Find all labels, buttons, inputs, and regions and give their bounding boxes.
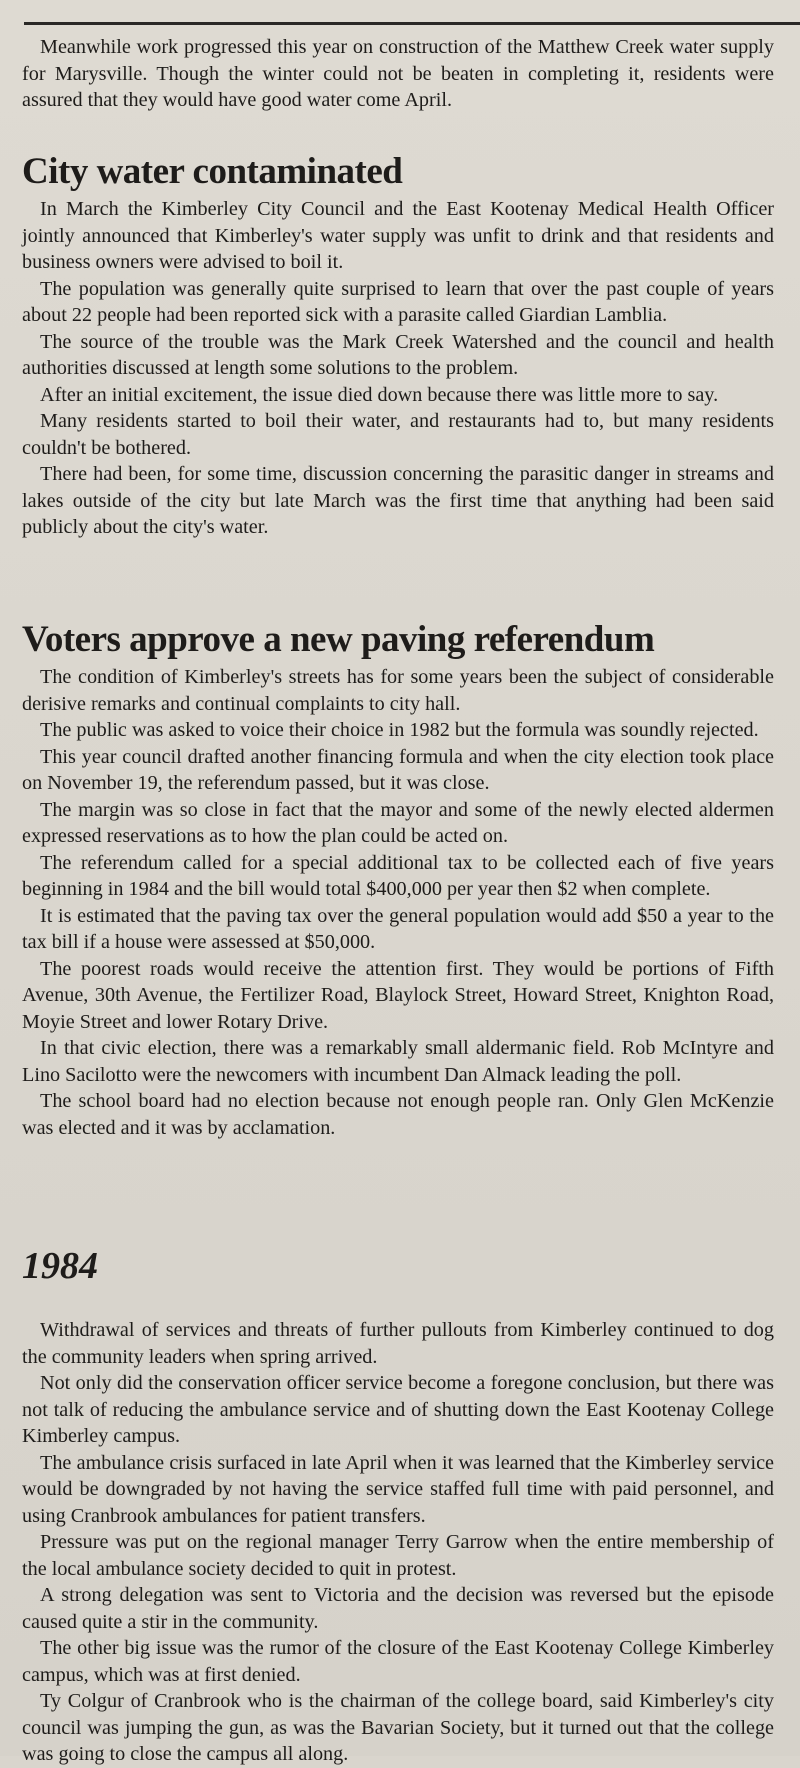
paragraph: The poorest roads would receive the attention first. They would be portions of Fifth Avenue, 30th Avenue, the Fertilizer Road, Blaylock Street, Howard Street, Knighton Road, Moyie Street and lower Rotary Drive. — [22, 957, 774, 1033]
paragraph: The condition of Kimberley's streets has for some years been the subject of considerable derisive remarks and continual complaints to city hall. — [22, 666, 774, 715]
intro-paragraph: Meanwhile work progressed this year on construction of the Matthew Creek water supply for Marysville. Though the winter could not be beaten in completing it, residents were assured that they would have good water come April. — [22, 36, 774, 111]
paragraph: Not only did the conservation officer service become a foregone conclusion, but there was not talk of reducing the ambulance service and of shutting down the East Kootenay College Kimberley campus. — [22, 1372, 774, 1447]
paragraph: The ambulance crisis surfaced in late April when it was learned that the Kimberley service would be downgraded by not having the service staffed full time with paid personnel, and using Cranbrook ambulances for patient transfers. — [22, 1451, 774, 1527]
paragraph: The public was asked to voice their choice in 1982 but the formula was soundly rejected. — [40, 719, 759, 741]
paragraph: The referendum called for a special additional tax to be collected each of five years beginning in 1984 and the bill would total $400,000 per year then $2 when complete. — [22, 851, 774, 900]
paragraph: It is estimated that the paving tax over the general population would add $50 a year to the tax bill if a house were assessed at $50,000. — [22, 904, 774, 953]
heading-water: City water contaminated — [22, 151, 403, 192]
top-rule — [24, 22, 800, 25]
section-water — [22, 152, 774, 541]
paragraph: The school board had no election because not enough people ran. Only Glen McKenzie was elected and it was by acclamation. — [22, 1090, 774, 1139]
paragraph: After an initial excitement, the issue died down because there was little more to say. — [40, 383, 719, 406]
section-paving — [22, 620, 774, 1141]
paragraph: This year council drafted another financing formula and when the city election took place on November 19, the referendum passed, but it was close. — [22, 745, 774, 794]
paragraph: Many residents started to boil their water, and restaurants had to, but many residents couldn't be bothered. — [22, 410, 774, 459]
paragraph: Withdrawal of services and threats of further pullouts from Kimberley continued to dog the community leaders when spring arrived. — [22, 1319, 774, 1368]
paragraph: There had been, for some time, discussion concerning the parasitic danger in streams and lakes outside of the city but late March was the first time that anything had been said publicly about the city's water. — [22, 463, 774, 538]
paragraph: In March the Kimberley City Council and the East Kootenay Medical Health Officer jointly announced that Kimberley's water supply was unfit to drink and that residents and business owners were advised to boil it. — [22, 198, 774, 273]
paragraph: The population was generally quite surprised to learn that over the past couple of years about 22 people had been reported sick with a parasite called Giardian Lamblia. — [22, 277, 774, 326]
paragraph: The source of the trouble was the Mark Creek Watershed and the council and health authorities discussed at length some solutions to the problem. — [22, 330, 774, 379]
section-1984 — [22, 1245, 774, 1768]
paragraph: The margin was so close in fact that the mayor and some of the newly elected aldermen expressed reservations as to how the plan could be acted on. — [22, 798, 774, 847]
paragraph: Pressure was put on the regional manager Terry Garrow when the entire membership of the local ambulance society decided to quit in protest. — [22, 1531, 774, 1580]
paragraph: The other big issue was the rumor of the closure of the East Kootenay College Kimberley campus, which was at first denied. — [22, 1637, 774, 1686]
paragraph: In that civic election, there was a remarkably small aldermanic field. Rob McIntyre and Lino Sacilotto were the newcomers with incumbent Dan Almack leading the poll. — [22, 1037, 774, 1086]
heading-paving: Voters approve a new paving referendum — [22, 619, 655, 660]
intro-section — [22, 34, 774, 114]
paragraph: Ty Colgur of Cranbrook who is the chairman of the college board, said Kimberley's city council was jumping the gun, as was the Bavarian Society, but it turned out that the college was going to close the campus all along. — [22, 1690, 774, 1765]
heading-1984: 1984 — [22, 1245, 98, 1287]
paragraph: A strong delegation was sent to Victoria and the decision was reversed but the episode caused quite a stir in the community. — [22, 1584, 774, 1633]
